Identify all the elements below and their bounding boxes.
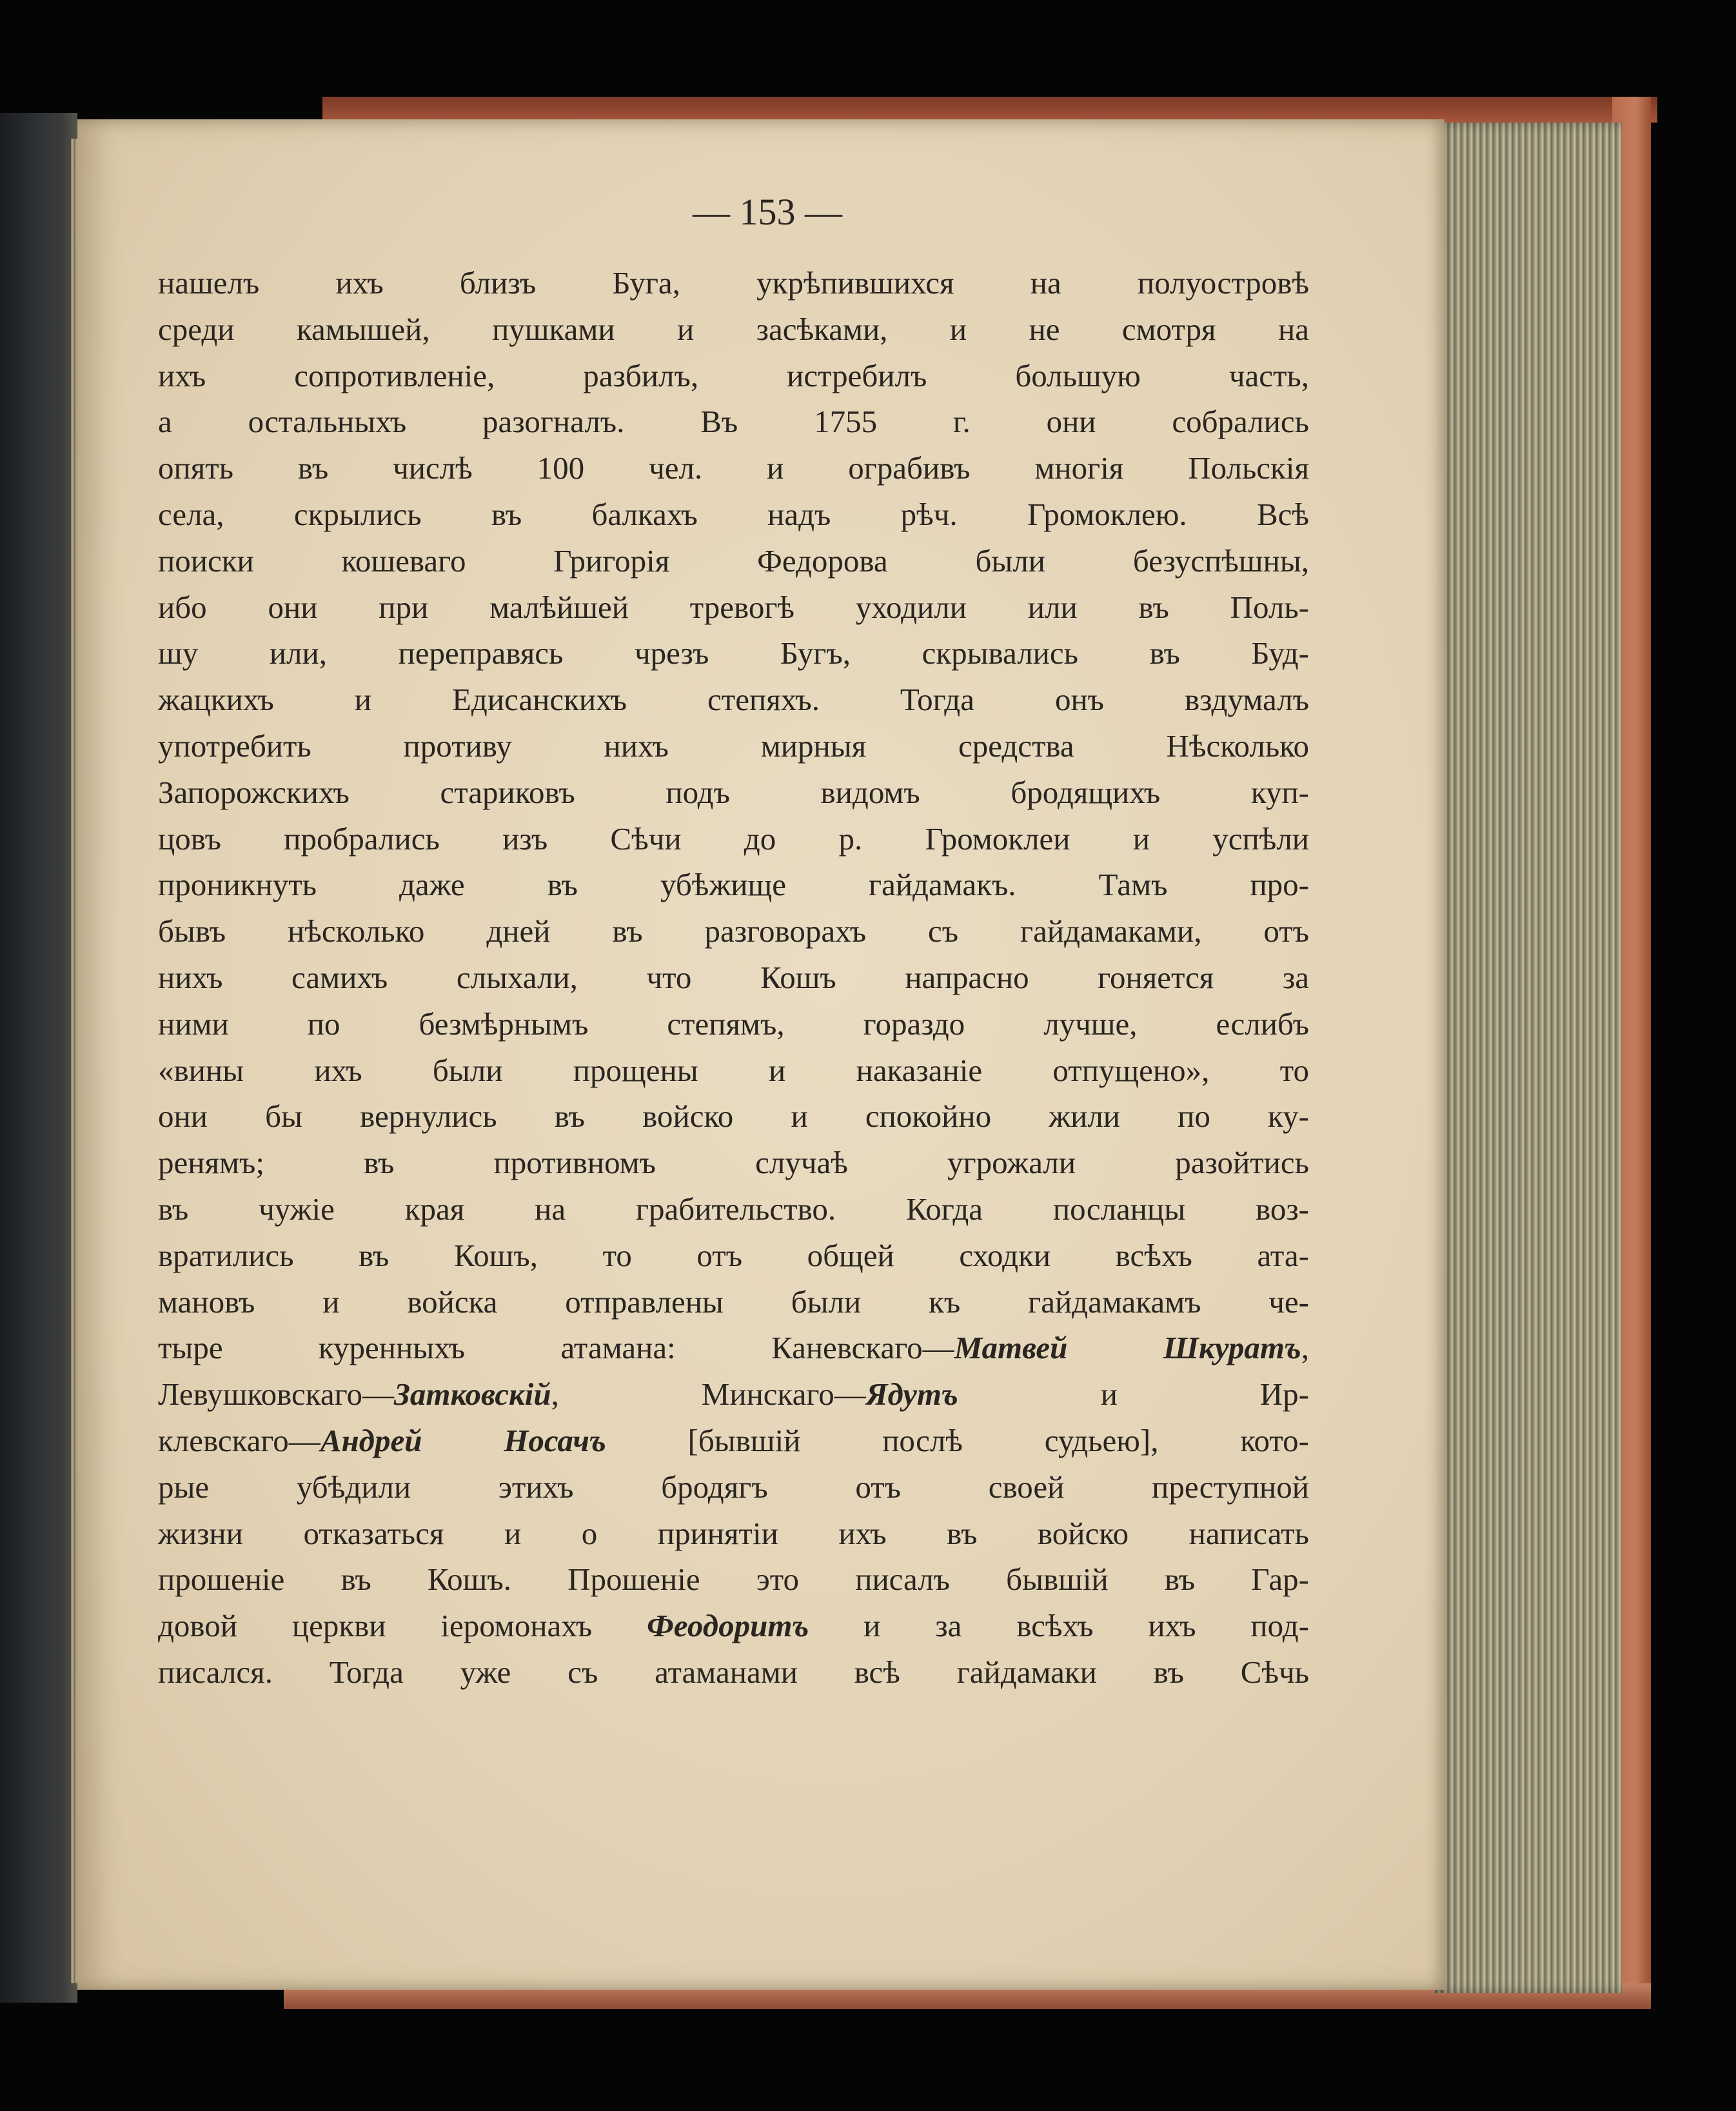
text-line: села, скрылись въ балкахъ надъ рѣч. Громоклею. Всѣ <box>158 496 1309 532</box>
text-line: писался. Тогда уже съ атаманами всѣ гайдамаки въ Сѣчь <box>158 1654 1309 1690</box>
text-line: они бы вернулись въ войско и спокойно жили по ку- <box>158 1098 1309 1135</box>
text-line: Запорожскихъ стариковъ подъ видомъ бродящихъ куп- <box>158 774 1309 810</box>
book-cover-top <box>322 97 1657 123</box>
text-line: жацкихъ и Едисанскихъ степяхъ. Тогда онъ вздумалъ <box>158 682 1309 718</box>
text-line: въ чужіе края на грабительство. Когда посланцы воз- <box>158 1191 1309 1227</box>
person-name: Феодоритъ <box>647 1608 809 1644</box>
page-body-text <box>158 260 1309 1696</box>
text-line: ибо они при малѣйшей тревогѣ уходили или въ Поль- <box>158 589 1309 625</box>
text-line: «вины ихъ были прощены и наказаніе отпущено», то <box>158 1052 1309 1088</box>
text-line: жизни отказаться и о принятіи ихъ въ войско написать <box>158 1515 1309 1551</box>
right-page-edges <box>1435 123 1622 1993</box>
text-line: мановъ и войска отправлены были къ гайдамакамъ че- <box>158 1283 1309 1320</box>
person-name: Затковскій <box>393 1376 551 1412</box>
text-line: Левушковскаго—Затковскій, Минскаго—Ядутъ и Ир- <box>158 1376 1309 1412</box>
page-number-text: — 153 — <box>693 191 842 233</box>
text-line: проникнуть даже въ убѣжище гайдамакъ. Тамъ про- <box>158 867 1309 903</box>
book-page <box>77 119 1445 1990</box>
text-line: ихъ сопротивленіе, разбилъ, истребилъ большую часть, <box>158 357 1309 393</box>
text-line: ними по безмѣрнымъ степямъ, гораздо лучше, еслибъ <box>158 1006 1309 1042</box>
text-line: клевскаго—Андрей Носачъ [бывшій послѣ судьею], кото- <box>158 1422 1309 1458</box>
text-line: рые убѣдили этихъ бродягъ отъ своей преступной <box>158 1469 1309 1505</box>
text-line: довой церкви іеромонахъ Феодоритъ и за всѣхъ ихъ под- <box>158 1608 1309 1644</box>
text-line: ренямъ; въ противномъ случаѣ угрожали разойтись <box>158 1145 1309 1181</box>
text-line: а остальныхъ разогналъ. Въ 1755 г. они собрались <box>158 404 1309 440</box>
text-line: шу или, переправясь чрезъ Бугъ, скрывались въ Буд- <box>158 635 1309 671</box>
text-line: поиски кошеваго Григорія Федорова были безуспѣшны, <box>158 542 1309 579</box>
person-name: Андрей Носачъ <box>320 1422 606 1458</box>
text-line: бывъ нѣсколько дней въ разговорахъ съ гайдамаками, отъ <box>158 913 1309 949</box>
text-line: вратились въ Кошъ, то отъ общей сходки всѣхъ ата- <box>158 1237 1309 1273</box>
person-name: Матвей Шкуратъ <box>954 1330 1301 1366</box>
text-line: прошеніе въ Кошъ. Прошеніе это писалъ бывшій въ Гар- <box>158 1561 1309 1598</box>
text-line: нихъ самихъ слыхали, что Кошъ напрасно гоняется за <box>158 959 1309 995</box>
page-number <box>574 190 961 233</box>
person-name: Ядутъ <box>865 1376 958 1412</box>
text-line: нашелъ ихъ близъ Буга, укрѣпившихся на полуостровѣ <box>158 265 1309 301</box>
text-line: среди камышей, пушками и засѣками, и не смотря на <box>158 311 1309 347</box>
book-cover-left <box>0 113 77 2003</box>
text-line: тыре куренныхъ атамана: Каневскаго—Матвей Шкуратъ, <box>158 1330 1310 1366</box>
text-line: употребить противу нихъ мирныя средства Нѣсколько <box>158 728 1309 764</box>
text-line: цовъ пробрались изъ Сѣчи до р. Громоклеи и успѣли <box>158 820 1309 857</box>
text-line: опять въ числѣ 100 чел. и ограбивъ многія Польскія <box>158 450 1309 486</box>
